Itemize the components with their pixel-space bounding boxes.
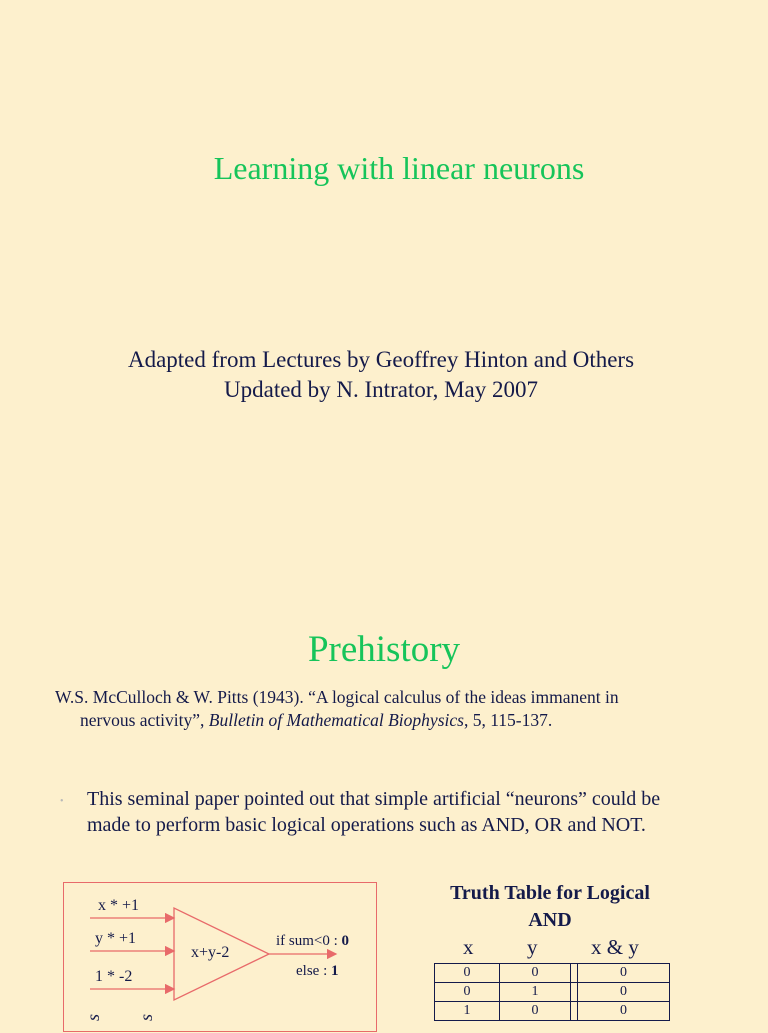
cut-label-left: s (83, 1013, 104, 1022)
table-cell: 0 (500, 964, 571, 983)
bullet-text: This seminal paper pointed out that simple artificial “neurons” could be made to perform basic logical operations such as AND, OR and NOT. (87, 788, 661, 836)
rule-else-value: 1 (331, 963, 339, 979)
truth-table (434, 963, 670, 1021)
truth-table-header-x: x (463, 935, 474, 959)
table-row (435, 964, 670, 983)
table-cell: 0 (435, 983, 500, 1002)
subtitle-line-1: Adapted from Lectures by Geoffrey Hinton and Others (127, 347, 635, 372)
citation-journal: Bulletin of Mathematical Biophysics (208, 710, 464, 730)
cut-label-right: s (136, 1013, 157, 1022)
table-cell: 0 (500, 1002, 571, 1021)
table-cell: 0 (578, 964, 670, 983)
table-cell: 1 (435, 1002, 500, 1021)
rule-if-text: if sum<0 : (276, 933, 342, 949)
citation-line-2-end: , 5, 115-137. (463, 710, 553, 730)
input-y-label: y * +1 (95, 930, 137, 947)
table-cell: 1 (500, 983, 571, 1002)
sum-label: x+y-2 (191, 944, 230, 961)
rule-else (296, 963, 339, 980)
slide1-subtitle (0, 345, 762, 405)
table-row (435, 1002, 670, 1021)
truth-table-header-y: y (527, 935, 538, 959)
input-x-label: x * +1 (98, 897, 140, 914)
slide1-title: Learning with linear neurons (213, 150, 585, 186)
citation (55, 686, 735, 732)
citation-line-2-start: nervous activity”, (80, 710, 209, 730)
table-row (435, 983, 670, 1002)
table-cell-spacer (571, 1002, 578, 1021)
input-bias-label: 1 * -2 (95, 968, 133, 985)
subtitle-line-2: Updated by N. Intrator, May 2007 (224, 377, 538, 402)
bullet-icon: • (60, 796, 64, 807)
neuron-diagram (63, 882, 377, 1032)
table-cell-spacer (571, 964, 578, 983)
table-cell: 0 (435, 964, 500, 983)
citation-line-1: W.S. McCulloch & W. Pitts (1943). “A logical calculus of the ideas immanent in (55, 687, 619, 707)
table-cell-spacer (571, 983, 578, 1002)
rule-else-text: else : (296, 963, 331, 979)
rule-if (276, 933, 349, 950)
slide2-title: Prehistory (307, 629, 461, 670)
rule-if-value: 0 (341, 933, 350, 949)
table-cell: 0 (578, 983, 670, 1002)
citation-line-2 (55, 709, 735, 732)
truth-table-header-and: x & y (591, 935, 639, 959)
truth-table-title: Truth Table for Logical AND (450, 882, 650, 931)
table-cell: 0 (578, 1002, 670, 1021)
